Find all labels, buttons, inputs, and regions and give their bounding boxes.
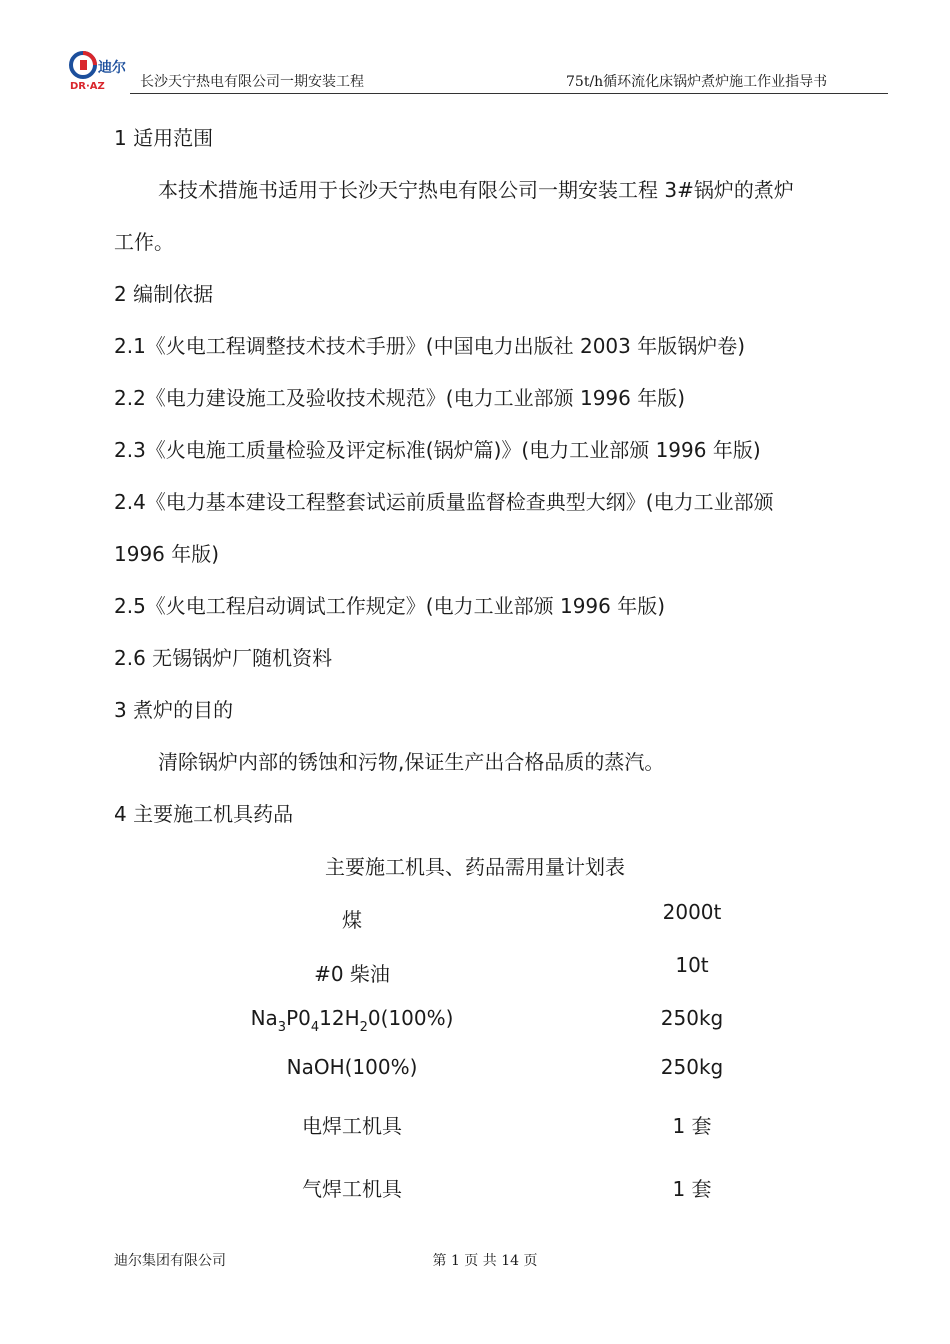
page-header — [68, 45, 888, 95]
company-logo — [68, 45, 130, 95]
table-item-diesel: #0 柴油 — [314, 962, 390, 986]
section-4-title: 4 主要施工机具药品 — [114, 802, 294, 826]
formula-part: 0(100%) — [367, 1006, 454, 1030]
section-2-title: 2 编制依据 — [114, 282, 214, 306]
formula-subscript: 3 — [277, 1020, 287, 1035]
reference-2-3: 2.3《火电施工质量检验及评定标准(锅炉篇)》(电力工业部颁 1996 年版) — [114, 438, 761, 462]
table-qty-naoh: 250kg — [660, 1055, 724, 1079]
table-qty-trisodium-phosphate: 250kg — [660, 1006, 724, 1030]
reference-2-2: 2.2《电力建设施工及验收技术规范》(电力工业部颁 1996 年版) — [114, 386, 686, 410]
reference-2-4-cont: 1996 年版) — [114, 542, 220, 566]
logo-text: 迪尔 — [98, 60, 126, 76]
section-1-text-line-1: 本技术措施书适用于长沙天宁热电有限公司一期安装工程 3#锅炉的煮炉 — [158, 178, 794, 202]
table-item-gas-welding: 气焊工机具 — [302, 1177, 402, 1201]
table-caption: 主要施工机具、药品需用量计划表 — [325, 855, 625, 879]
table-item-coal: 煤 — [342, 908, 362, 932]
table-item-electric-welding: 电焊工机具 — [302, 1114, 402, 1138]
footer-page-number: 第 1 页 共 14 页 — [432, 1253, 538, 1269]
table-qty-diesel: 10t — [675, 953, 709, 977]
section-1-title: 1 适用范围 — [114, 126, 214, 150]
formula-part: Na — [250, 1006, 278, 1030]
table-qty-electric-welding: 1 套 — [672, 1114, 712, 1138]
formula-subscript: 2 — [359, 1020, 368, 1035]
logo-subtext: DR·AZ — [70, 81, 105, 92]
footer-company: 迪尔集团有限公司 — [114, 1253, 226, 1269]
header-divider — [130, 93, 888, 94]
table-item-trisodium-phosphate — [200, 1006, 504, 1035]
formula-part: P0 — [286, 1006, 311, 1030]
section-1-text-line-2: 工作。 — [114, 230, 174, 254]
reference-2-1: 2.1《火电工程调整技术技术手册》(中国电力出版社 2003 年版锅炉卷) — [114, 334, 746, 358]
header-project-name: 长沙天宁热电有限公司一期安装工程 — [140, 74, 364, 90]
section-3-text: 清除锅炉内部的锈蚀和污物,保证生产出合格品质的蒸汽。 — [158, 750, 665, 774]
formula-part: 12H — [319, 1006, 360, 1030]
reference-2-4: 2.4《电力基本建设工程整套试运前质量监督检查典型大纲》(电力工业部颁 — [114, 490, 774, 514]
reference-2-6: 2.6 无锡锅炉厂随机资料 — [114, 646, 333, 670]
reference-2-5: 2.5《火电工程启动调试工作规定》(电力工业部颁 1996 年版) — [114, 594, 666, 618]
formula-subscript: 4 — [310, 1020, 320, 1035]
section-3-title: 3 煮炉的目的 — [114, 698, 234, 722]
table-item-naoh: NaOH(100%) — [286, 1055, 418, 1079]
header-document-title: 75t/h循环流化床锅炉煮炉施工作业指导书 — [566, 74, 828, 90]
table-qty-coal: 2000t — [662, 900, 722, 924]
table-qty-gas-welding: 1 套 — [672, 1177, 712, 1201]
